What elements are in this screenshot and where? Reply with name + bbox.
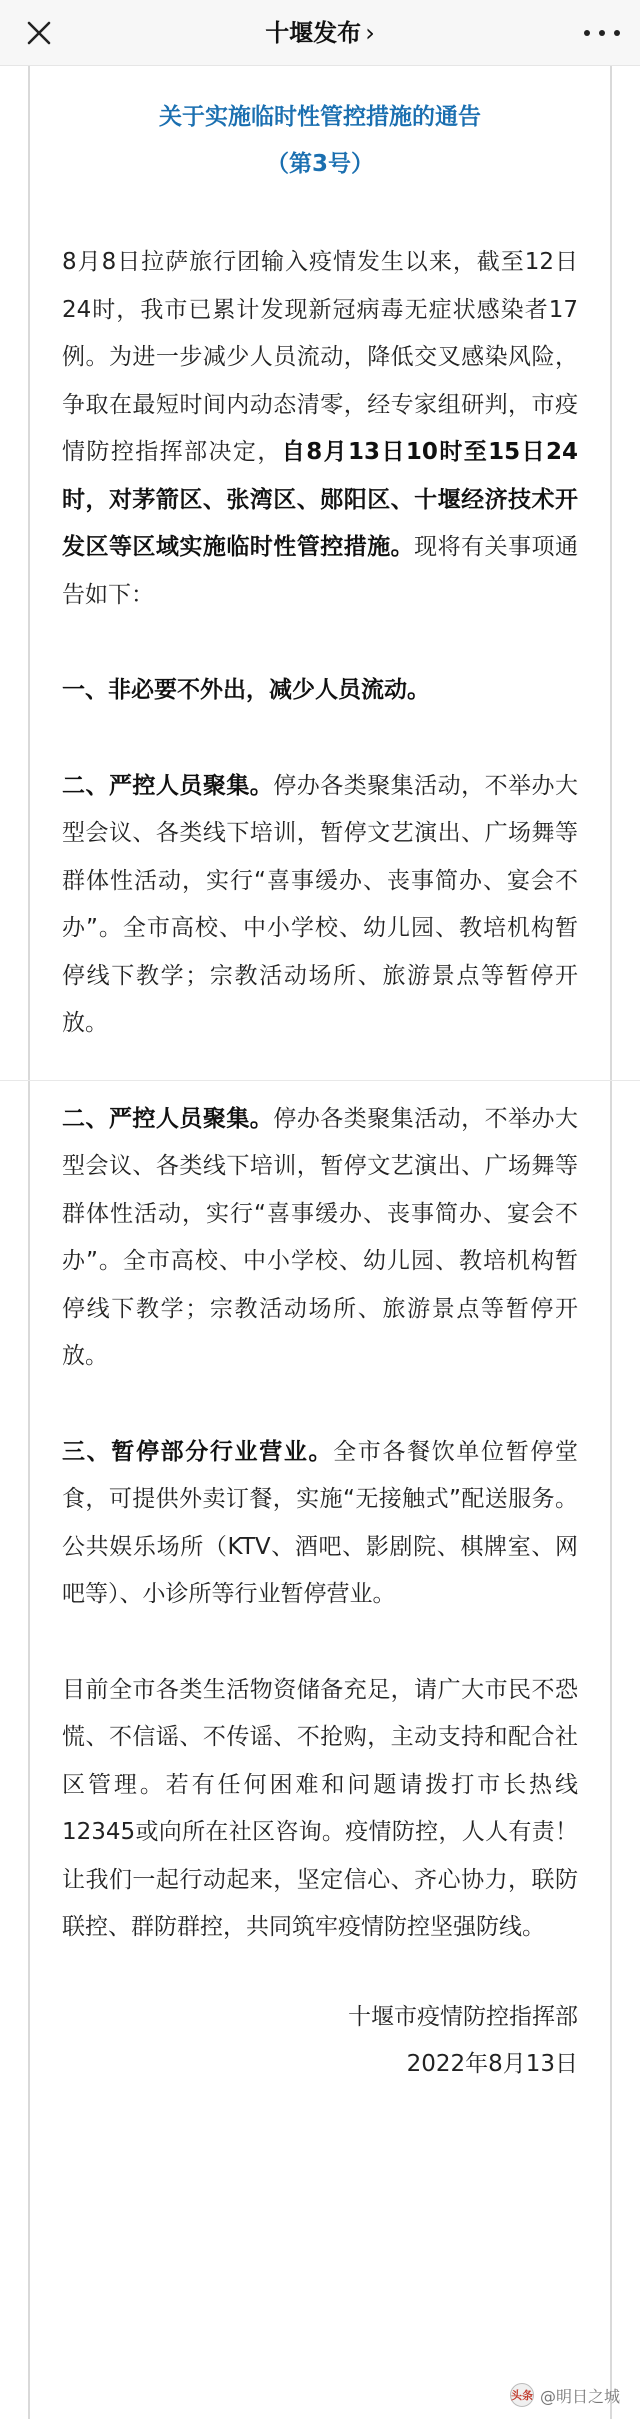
- article-title: 关于实施临时性管控措施的通告: [159, 104, 481, 130]
- account-name: 十堰发布: [265, 19, 362, 47]
- more-icon-dot: [614, 30, 620, 36]
- item-3-heading: 三、暂停部分行业营业。: [62, 1438, 334, 1465]
- intro-text: 8月8日拉萨旅行团输入疫情发生以来，截至12日24时，我市已累计发现新冠病毒无症状感染者17例。为进一步减少人员流动，降低交叉感染风险，争取在最短时间内动态清零，经专家组研判，市疫情防控指挥部决定，: [62, 249, 578, 465]
- signature-org: 十堰市疫情防控指挥部: [348, 2003, 578, 2030]
- article-body: [62, 95, 578, 2088]
- item-1-heading: 一、非必要不外出，减少人员流动。: [62, 677, 430, 703]
- closing-paragraph: 目前全市各类生活物资储备充足，请广大市民不恐慌、不信谣、不传谣、不抢购，主动支持和配合社区管理。若有任何困难和问题请拨打市长热线12345或向所在社区咨询。疫情防控，人人有责！让我们一起行动起来，坚定信心、齐心协力，联防联控、群防群控，共同筑牢疫情防控坚强防线。: [62, 1676, 578, 1940]
- more-icon-dot: [584, 30, 590, 36]
- article-number: （第3号）: [265, 151, 374, 177]
- chevron-right-icon: ›: [365, 19, 375, 47]
- nav-bar: [0, 0, 640, 66]
- item-3-paragraph: [62, 1429, 578, 1619]
- item-1-paragraph: [62, 667, 578, 715]
- more-button[interactable]: [584, 20, 620, 46]
- watermark-text: @明日之城: [539, 2386, 620, 2406]
- item-2a-heading: 二、严控人员聚集。: [62, 772, 274, 799]
- watermark: [510, 2380, 620, 2410]
- item-3-text: 全市各餐饮单位暂停堂食，可提供外卖订餐，实施“无接触式”配送服务。公共娱乐场所（KTV、酒吧、影剧院、棋牌室、网吧等）、小诊所等行业暂停营业。: [62, 1438, 579, 1607]
- item-2b-heading: 二、严控人员聚集。: [62, 1105, 274, 1132]
- intro-bold-text: 自8月13日10时至15日24时，对茅箭区、张湾区、郧阳区、十堰经济技术开发区等区域实施临时性管控措施。: [62, 439, 579, 560]
- item-2b-paragraph: [62, 1096, 578, 1381]
- more-icon-dot: [599, 30, 605, 36]
- account-name-link[interactable]: [0, 0, 640, 66]
- intro-paragraph: [62, 239, 578, 619]
- item-2a-paragraph: [62, 763, 578, 1048]
- toutiao-logo-icon: 头条: [510, 2383, 534, 2407]
- item-2a-text: 停办各类聚集活动，不举办大型会议、各类线下培训，暂停文艺演出、广场舞等群体性活动，实行“喜事缓办、丧事简办、宴会不办”。全市高校、中小学校、幼儿园、教培机构暂停线下教学；宗教活动场所、旅游景点等暂停开放。: [62, 772, 579, 1036]
- intro-tail-text: 现将有关事项通告如下：: [62, 534, 579, 608]
- signature-date: 2022年8月13日: [406, 2050, 578, 2077]
- item-2b-text: 停办各类聚集活动，不举办大型会议、各类线下培训，暂停文艺演出、广场舞等群体性活动，实行“喜事缓办、丧事简办、宴会不办”。全市高校、中小学校、幼儿园、教培机构暂停线下教学；宗教活动场所、旅游景点等暂停开放。: [62, 1105, 579, 1369]
